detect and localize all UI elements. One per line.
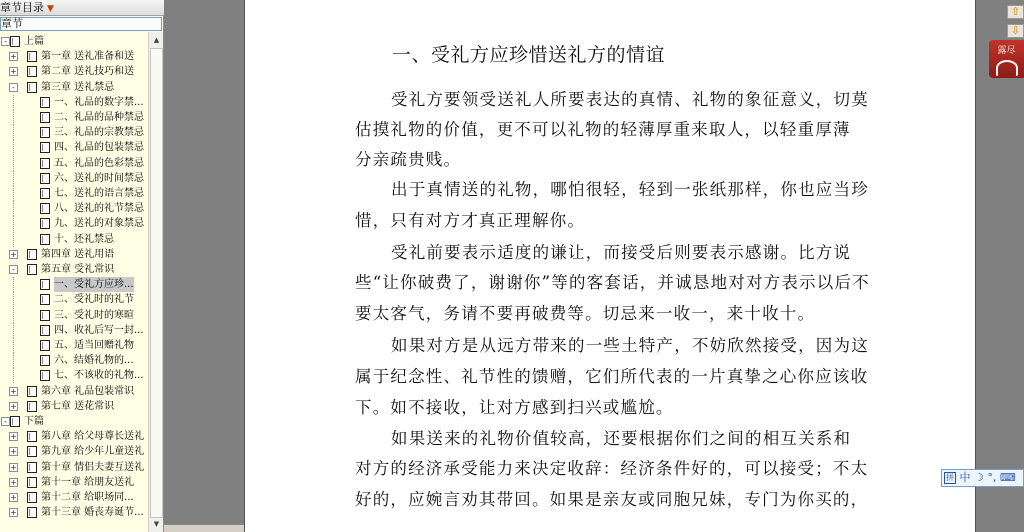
tree-node-item[interactable] — [0, 384, 148, 399]
collapse-icon[interactable]: - — [9, 83, 18, 92]
expand-icon[interactable]: + — [10, 67, 17, 77]
tree-guide-line — [13, 140, 14, 155]
book-icon — [40, 112, 50, 123]
tree-guide-line — [13, 110, 14, 125]
tree-item-label: 第八章 给父母尊长送礼 — [41, 431, 145, 443]
tree-leaf-item[interactable] — [0, 338, 148, 353]
ime-moon-icon[interactable]: ☽ — [974, 471, 984, 484]
tree-item-label: 四、礼品的包装禁忌 — [54, 142, 144, 154]
tree-item-label: 第四章 送礼用语 — [41, 248, 115, 260]
tree-item-label: 六、结婚礼物的... — [54, 355, 134, 367]
tree-item-label: 一、受礼方应珍... — [54, 279, 134, 291]
book-icon — [40, 127, 50, 138]
text-line: 些“让你破费了，谢谢你”等的客套话，并诚恳地对对方表示以后不 — [355, 273, 870, 292]
tree-guide-line — [13, 277, 14, 292]
expand-icon[interactable]: + — [10, 52, 17, 62]
ime-logo-icon[interactable]: 拼 — [946, 473, 954, 482]
expand-icon[interactable]: + — [10, 462, 17, 472]
book-icon — [27, 264, 37, 275]
tree-item-label: 十、还礼禁忌 — [54, 233, 114, 245]
tree-node-item[interactable] — [0, 414, 148, 429]
expand-icon[interactable]: + — [10, 401, 17, 411]
book-icon — [40, 370, 50, 381]
tree-node-item[interactable] — [0, 49, 148, 64]
tree-leaf-item[interactable] — [0, 156, 148, 171]
arrow-up-icon[interactable]: ⇧ — [1007, 5, 1024, 19]
tree-guide-line — [13, 216, 14, 231]
tree-item-label: 第七章 送花常识 — [41, 400, 115, 412]
tree-item-label: 二、礼品的品种禁忌 — [54, 112, 144, 123]
logo-text: 露尽 — [997, 46, 1016, 56]
text-line: 下。如不接收，让对方感到扫兴或尴尬。 — [355, 398, 674, 417]
tree-item-label: 第五章 受礼常识 — [41, 264, 115, 275]
tree-leaf-item[interactable] — [0, 323, 148, 338]
book-icon — [10, 36, 20, 47]
book-icon — [40, 294, 50, 305]
tree-guide-line — [13, 368, 14, 383]
tree-guide-line — [13, 232, 14, 247]
tree-leaf-item[interactable] — [0, 232, 148, 247]
expand-icon[interactable]: + — [10, 447, 17, 457]
text-line: 属于纪念性、礼节性的馈赠，它们所代表的一片真挚之心你应该收 — [355, 367, 869, 386]
app-logo — [989, 40, 1024, 78]
sidebar-header[interactable] — [0, 0, 164, 16]
ime-keyboard-icon[interactable]: ⌨ — [999, 471, 1016, 484]
tree-item-label: 第二章 送礼技巧和送 — [41, 66, 135, 78]
tree-item-label: 一、礼品的数字禁... — [54, 96, 144, 108]
expand-icon[interactable]: + — [10, 249, 17, 259]
expand-icon[interactable]: + — [10, 386, 17, 396]
tree-node-item[interactable] — [0, 429, 148, 444]
text-line: 对方的经济承受能力来决定收辞：经济条件好的，可以接受；不太 — [355, 459, 869, 478]
tree-item-label: 六、送礼的时间禁忌 — [54, 172, 144, 184]
tree-item-label: 第一章 送礼准备和送 — [41, 51, 135, 63]
tree-item-label: 第三章 送礼禁忌 — [41, 81, 115, 93]
sidebar-scrollbar[interactable] — [148, 32, 163, 532]
tree-guide-line — [13, 171, 14, 186]
tree-node-item[interactable] — [0, 64, 148, 79]
tree-item-label: 七、不该收的礼物... — [54, 370, 144, 382]
tree-node-item[interactable] — [0, 80, 148, 95]
expand-icon[interactable]: + — [10, 432, 17, 442]
tree-guide-line — [13, 156, 14, 171]
tree-node-item[interactable] — [0, 262, 148, 277]
scroll-down-icon[interactable]: ▼ — [153, 520, 160, 528]
tree-node-item[interactable] — [0, 247, 148, 262]
tree-item-label: 五、适当回赠礼物 — [54, 340, 134, 351]
dropdown-arrow-icon[interactable]: ▼ — [47, 4, 54, 14]
tree-leaf-item[interactable] — [0, 308, 148, 323]
section-heading: 一、受礼方应珍惜送礼方的情谊 — [392, 44, 666, 66]
book-icon — [27, 507, 37, 518]
chapter-tree — [0, 32, 148, 532]
tree-item-label: 三、受礼时的寒暄 — [54, 309, 134, 321]
book-icon — [40, 203, 50, 214]
tree-node-item[interactable] — [0, 505, 148, 520]
book-icon — [40, 310, 50, 321]
tree-item-label: 第十章 情侣夫妻互送礼 — [41, 461, 145, 473]
tree-node-item[interactable] — [0, 399, 148, 414]
book-icon — [27, 66, 37, 77]
chapter-sidebar — [0, 0, 164, 532]
tree-guide-line — [13, 125, 14, 140]
tree-item-label: 第十二章 给职场同... — [41, 492, 134, 503]
text-line: 分亲疏贵贱。 — [355, 150, 462, 169]
tree-item-label: 八、送礼的礼节禁忌 — [54, 203, 144, 215]
tree-guide-line — [13, 95, 14, 110]
text-line: 如果对方是从远方带来的一些土特产，不妨欣然接受，因为这 — [391, 336, 869, 355]
tree-item-label: 第十一章 给朋友送礼 — [41, 476, 135, 488]
tree-leaf-item[interactable] — [0, 171, 148, 186]
tree-guide-line — [13, 292, 14, 307]
arrow-down-icon[interactable]: ⇩ — [1007, 24, 1024, 38]
book-icon — [40, 325, 50, 336]
tree-leaf-item[interactable] — [0, 201, 148, 216]
text-line: 受礼前要表示适度的谦让，而接受后则要表示感谢。比方说 — [391, 243, 852, 262]
tree-node-item[interactable] — [0, 34, 148, 49]
tree-guide-line — [13, 186, 14, 201]
text-line: 好的，应婉言劝其带回。如果是亲友或同胞兄妹，专门为你买的， — [355, 490, 869, 509]
tree-node-item[interactable] — [0, 475, 148, 490]
scroll-up-icon[interactable]: ▲ — [153, 36, 160, 44]
book-icon — [40, 340, 50, 351]
book-icon — [40, 97, 50, 108]
tree-leaf-item[interactable] — [0, 140, 148, 155]
scroll-thumb[interactable] — [150, 48, 163, 518]
tree-node-item[interactable] — [0, 460, 148, 475]
tree-leaf-item[interactable] — [0, 216, 148, 231]
book-icon — [27, 431, 37, 442]
book-icon — [40, 355, 50, 366]
book-icon — [40, 158, 50, 169]
ime-mode[interactable]: 中 — [959, 471, 971, 484]
tree-leaf-item[interactable] — [0, 186, 148, 201]
expand-icon[interactable]: + — [10, 508, 17, 518]
text-line: 估摸礼物的价值，更不可以礼物的轻薄厚重来取人，以轻重厚薄 — [355, 120, 851, 139]
book-icon — [27, 492, 37, 503]
text-line: 出于真情送的礼物，哪怕很轻，轻到一张纸那样，你也应当珍 — [391, 180, 869, 199]
document-page — [244, 0, 976, 532]
tree-item-label: 上篇 — [24, 36, 44, 47]
book-icon — [27, 249, 37, 260]
tree-item-label: 三、礼品的宗教禁忌 — [54, 127, 144, 139]
book-icon — [40, 279, 50, 290]
ime-toolbar[interactable] — [941, 469, 1024, 487]
tree-item-label: 二、受礼时的礼节 — [54, 294, 134, 306]
book-icon — [27, 386, 37, 397]
tree-guide-line — [13, 201, 14, 216]
tree-item-label: 七、送礼的语言禁忌 — [54, 188, 144, 199]
collapse-icon[interactable]: - — [1, 417, 10, 426]
tree-leaf-item[interactable] — [0, 353, 148, 368]
book-icon — [27, 446, 37, 457]
book-icon — [40, 234, 50, 245]
text-line: 如果送来的礼物价值较高，还要根据你们之间的相互关系和 — [391, 429, 852, 448]
book-icon — [40, 188, 50, 199]
tree-guide-line — [13, 308, 14, 323]
tree-item-label: 第六章 礼品包装常识 — [41, 385, 135, 397]
sidebar-title: 章节目录 — [0, 1, 44, 14]
tree-item-label: 第九章 给少年儿童送礼 — [41, 446, 145, 458]
tree-item-label: 第十三章 婚丧寿诞节... — [41, 507, 144, 519]
book-icon — [27, 477, 37, 488]
tree-guide-line — [13, 338, 14, 353]
tree-node-item[interactable] — [0, 490, 148, 505]
ime-punct-icon[interactable]: °, — [987, 471, 997, 484]
collapse-icon[interactable]: - — [9, 265, 18, 274]
expand-icon[interactable]: + — [10, 493, 17, 502]
expand-icon[interactable]: + — [10, 477, 17, 487]
book-icon — [40, 173, 50, 184]
text-line: 受礼方要领受送礼人所要表达的真情、礼物的象征意义，切莫 — [391, 90, 869, 109]
tree-guide-line — [13, 323, 14, 338]
book-icon — [10, 416, 20, 427]
tree-item-label: 四、收礼后写一封... — [54, 324, 144, 336]
tree-leaf-item[interactable] — [0, 95, 148, 110]
tree-leaf-item[interactable] — [0, 110, 148, 125]
book-icon — [40, 142, 50, 153]
book-icon — [27, 51, 37, 62]
book-icon — [27, 401, 37, 412]
book-icon — [27, 82, 37, 93]
book-icon — [40, 218, 50, 229]
tree-leaf-item[interactable] — [0, 368, 148, 383]
tree-leaf-item[interactable] — [0, 292, 148, 307]
tree-item-label: 下篇 — [24, 416, 44, 427]
tree-item-label: 九、送礼的对象禁忌 — [54, 218, 144, 230]
status-strip — [164, 524, 244, 532]
tree-guide-line — [13, 353, 14, 368]
collapse-icon[interactable]: - — [1, 37, 10, 46]
tab-chapters[interactable]: 章节 — [0, 17, 162, 31]
book-icon — [27, 462, 37, 473]
text-line: 惜，只有对方才真正理解你。 — [355, 211, 586, 230]
right-panel — [977, 0, 1024, 532]
text-line: 要太客气，务请不要再破费等。切忌来一收一，来十收十。 — [355, 304, 816, 323]
tree-leaf-item[interactable] — [0, 125, 148, 140]
tree-item-label: 五、礼品的色彩禁忌 — [54, 157, 144, 169]
tree-leaf-item[interactable] — [0, 277, 148, 292]
logo-swirl-icon — [996, 60, 1018, 76]
tree-node-item[interactable] — [0, 444, 148, 459]
